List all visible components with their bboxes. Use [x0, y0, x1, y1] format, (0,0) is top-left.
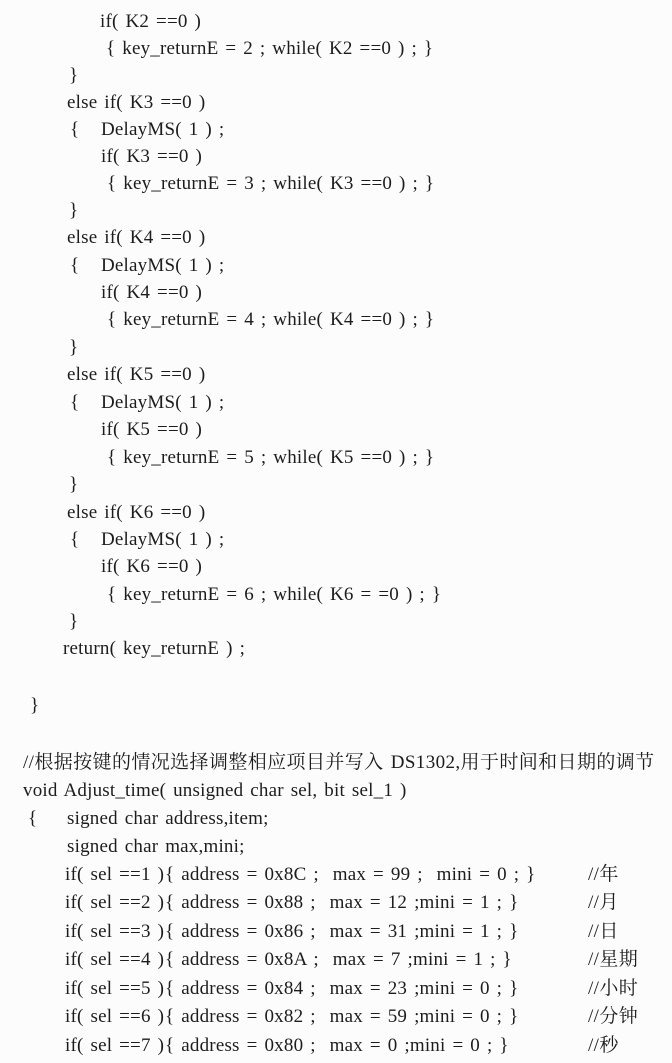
- code-comment: //日: [588, 921, 619, 942]
- code-segment: signed char max,mini;: [67, 836, 245, 857]
- code-line: [0, 471, 672, 498]
- code-line: [0, 635, 672, 662]
- code-comment: //月: [588, 892, 619, 913]
- code-segment: }: [69, 200, 79, 221]
- code-segment: { address = 0x8A ; max = 7 ;mini = 1 ; }: [165, 949, 512, 970]
- code-segment: {: [70, 529, 80, 550]
- code-segment: { key_returnE = 4 ; while( K4 ==0 ) ; }: [107, 309, 435, 330]
- code-segment: else if( K3 ==0 ): [67, 92, 206, 113]
- code-segment: if( sel ==5 ): [65, 978, 165, 999]
- code-segment: }: [30, 695, 40, 716]
- code-line: [0, 499, 672, 526]
- code-line: [0, 334, 672, 361]
- code-line: [0, 692, 672, 719]
- code-line: [0, 306, 672, 333]
- code-line: [0, 361, 672, 388]
- code-line: [0, 1032, 672, 1059]
- code-comment: //分钟: [588, 1006, 639, 1027]
- code-segment: if( sel ==1 ): [65, 864, 165, 885]
- code-segment: }: [69, 65, 79, 86]
- code-segment: else if( K4 ==0 ): [67, 227, 206, 248]
- code-line: [0, 62, 672, 89]
- code-line: [0, 35, 672, 62]
- code-segment: void Adjust_time( unsigned char sel, bit sel_1 ): [23, 780, 407, 801]
- code-segment: return( key_returnE ) ;: [63, 638, 246, 659]
- code-segment: if( K2 ==0 ): [100, 11, 202, 32]
- code-segment: { address = 0x84 ; max = 23 ;mini = 0 ; }: [165, 978, 519, 999]
- code-line: [0, 197, 672, 224]
- code-segment: { key_returnE = 5 ; while( K5 ==0 ) ; }: [107, 447, 435, 468]
- code-segment: signed char address,item;: [67, 808, 269, 829]
- code-segment: if( K3 ==0 ): [101, 146, 203, 167]
- code-comment: //秒: [588, 1035, 619, 1056]
- code-line: [0, 8, 672, 35]
- code-line: [0, 918, 672, 945]
- code-segment: if( sel ==2 ): [65, 892, 165, 913]
- code-segment: if( K5 ==0 ): [101, 419, 203, 440]
- code-line: [0, 553, 672, 580]
- code-segment: if( K4 ==0 ): [101, 282, 203, 303]
- code-line: [0, 526, 672, 553]
- code-line: [0, 833, 672, 860]
- code-segment: DelayMS( 1 ) ;: [101, 119, 225, 140]
- code-line: [0, 389, 672, 416]
- code-segment: if( sel ==7 ): [65, 1035, 165, 1056]
- code-line: [0, 861, 672, 888]
- code-line: [0, 444, 672, 471]
- code-comment: //星期: [588, 949, 639, 970]
- code-segment: if( K6 ==0 ): [101, 556, 203, 577]
- code-segment: if( sel ==4 ): [65, 949, 165, 970]
- code-line: [0, 749, 672, 776]
- code-comment: //年: [588, 864, 619, 885]
- code-line: [0, 805, 672, 832]
- code-line: [0, 116, 672, 143]
- code-segment: if( sel ==3 ): [65, 921, 165, 942]
- code-line: [0, 777, 672, 804]
- code-segment: if( sel ==6 ): [65, 1006, 165, 1027]
- code-line: [0, 946, 672, 973]
- code-line: [0, 252, 672, 279]
- code-segment: { address = 0x88 ; max = 12 ;mini = 1 ; }: [165, 892, 519, 913]
- code-segment: { key_returnE = 2 ; while( K2 ==0 ) ; }: [106, 38, 434, 59]
- code-segment: }: [69, 474, 79, 495]
- code-segment: { address = 0x82 ; max = 59 ;mini = 0 ; }: [165, 1006, 519, 1027]
- code-line: [0, 416, 672, 443]
- code-segment: { key_returnE = 6 ; while( K6 = =0 ) ; }: [107, 584, 442, 605]
- code-line: [0, 1003, 672, 1030]
- code-segment: { address = 0x8C ; max = 99 ; mini = 0 ; }: [165, 864, 536, 885]
- code-segment: { key_returnE = 3 ; while( K3 ==0 ) ; }: [107, 173, 435, 194]
- code-segment: {: [28, 808, 38, 829]
- code-line: [0, 975, 672, 1002]
- code-segment: {: [70, 255, 80, 276]
- code-segment: DelayMS( 1 ) ;: [101, 529, 225, 550]
- code-segment: { address = 0x80 ; max = 0 ;mini = 0 ; }: [165, 1035, 509, 1056]
- code-segment: else if( K5 ==0 ): [67, 364, 206, 385]
- code-line: [0, 170, 672, 197]
- code-segment: }: [69, 611, 79, 632]
- code-segment: DelayMS( 1 ) ;: [101, 255, 225, 276]
- code-line: [0, 143, 672, 170]
- code-line: [0, 89, 672, 116]
- code-segment: else if( K6 ==0 ): [67, 502, 206, 523]
- code-line: [0, 279, 672, 306]
- code-line: [0, 889, 672, 916]
- code-segment: {: [70, 392, 80, 413]
- code-comment: //小时: [588, 978, 639, 999]
- code-comment: //根据按键的情况选择调整相应项目并写入 DS1302,用于时间和日期的调节: [23, 752, 655, 773]
- code-segment: }: [69, 337, 79, 358]
- code-line: [0, 224, 672, 251]
- code-segment: { address = 0x86 ; max = 31 ;mini = 1 ; }: [165, 921, 519, 942]
- code-line: [0, 581, 672, 608]
- code-segment: DelayMS( 1 ) ;: [101, 392, 225, 413]
- code-segment: {: [70, 119, 80, 140]
- code-line: [0, 608, 672, 635]
